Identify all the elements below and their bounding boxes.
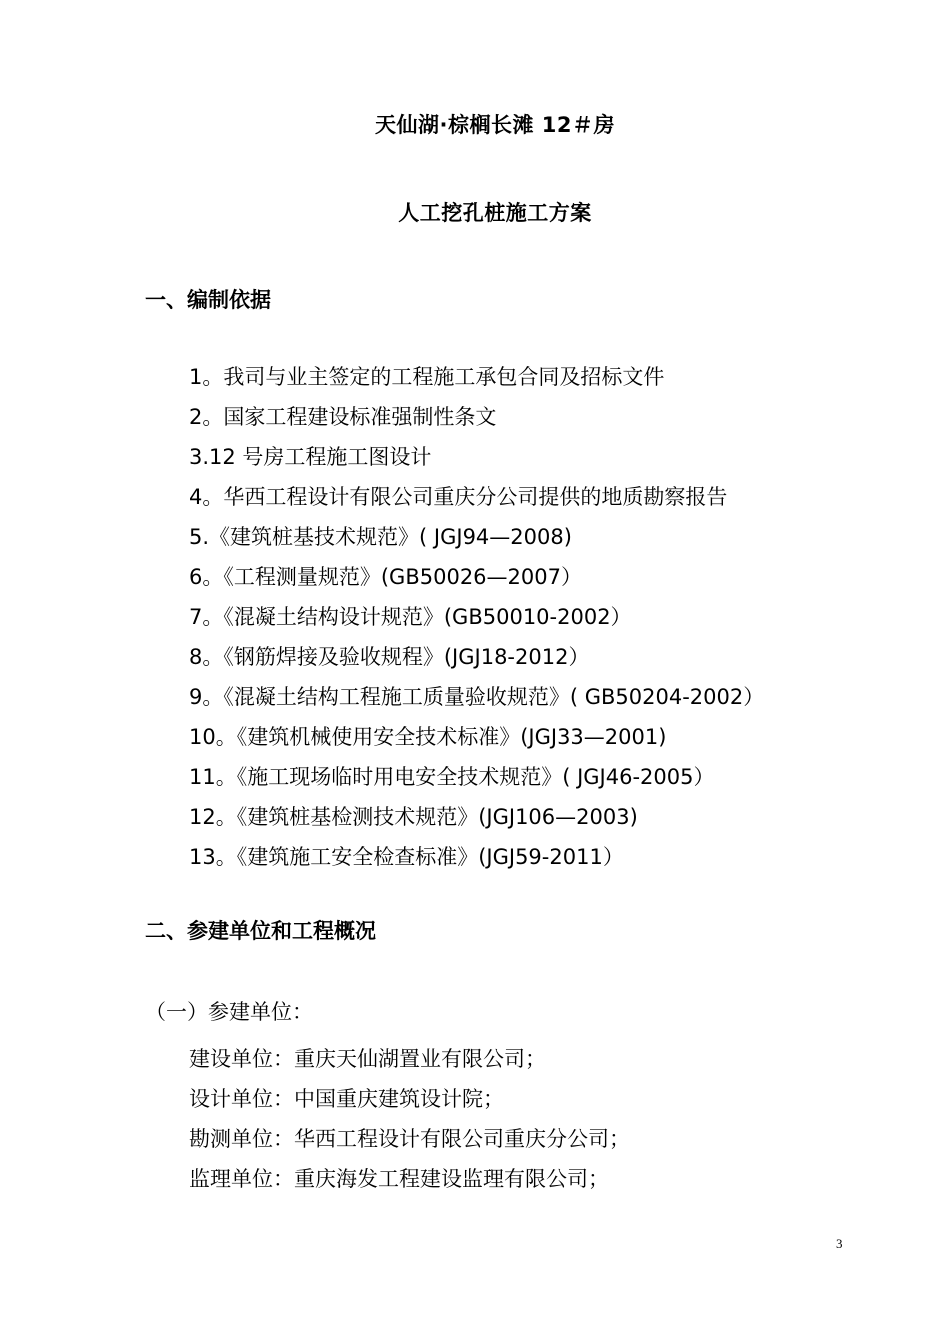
list-item: 6。《工程测量规范》(GB50026—2007） bbox=[189, 565, 582, 589]
list-item: 3.12 号房工程施工图设计 bbox=[189, 445, 432, 469]
basis-list bbox=[189, 363, 764, 883]
list-item: 8。《钢筋焊接及验收规程》(JGJ18-2012） bbox=[189, 645, 590, 669]
page-number: 3 bbox=[836, 1236, 843, 1251]
list-item: 4。华西工程设计有限公司重庆分公司提供的地质勘察报告 bbox=[189, 485, 728, 509]
list-item: 1。我司与业主签定的工程施工承包合同及招标文件 bbox=[189, 365, 665, 389]
list-item: 11。《施工现场临时用电安全技术规范》( JGJ46-2005） bbox=[189, 765, 715, 789]
list-item: 9。《混凝土结构工程施工质量验收规范》( GB50204-2002） bbox=[189, 685, 765, 709]
document-title: 天仙湖·棕榈长滩 12＃房 bbox=[374, 113, 615, 137]
list-item: 建设单位：重庆天仙湖置业有限公司； bbox=[189, 1047, 546, 1071]
list-item: 2。国家工程建设标准强制性条文 bbox=[189, 405, 497, 429]
list-item: 设计单位：中国重庆建筑设计院； bbox=[189, 1087, 504, 1111]
list-item: 7。《混凝土结构设计规范》(GB50010-2002） bbox=[189, 605, 632, 629]
list-item: 勘测单位：华西工程设计有限公司重庆分公司； bbox=[189, 1127, 630, 1151]
list-item: 5.《建筑桩基技术规范》( JGJ94—2008) bbox=[189, 525, 572, 549]
document-subtitle: 人工挖孔桩施工方案 bbox=[398, 201, 592, 225]
participant-units-list bbox=[189, 1045, 630, 1205]
list-item: 12。《建筑桩基检测技术规范》(JGJ106—2003) bbox=[189, 805, 638, 829]
list-item: 监理单位：重庆海发工程建设监理有限公司； bbox=[189, 1167, 609, 1191]
section-heading-participants: 二、参建单位和工程概况 bbox=[145, 919, 376, 943]
list-item: 13。《建筑施工安全检查标准》(JGJ59-2011） bbox=[189, 845, 624, 869]
list-item: 10。《建筑机械使用安全技术标准》(JGJ33—2001) bbox=[189, 725, 667, 749]
subsection-heading-participants: （一）参建单位： bbox=[145, 1000, 313, 1024]
section-heading-basis: 一、编制依据 bbox=[145, 288, 271, 312]
